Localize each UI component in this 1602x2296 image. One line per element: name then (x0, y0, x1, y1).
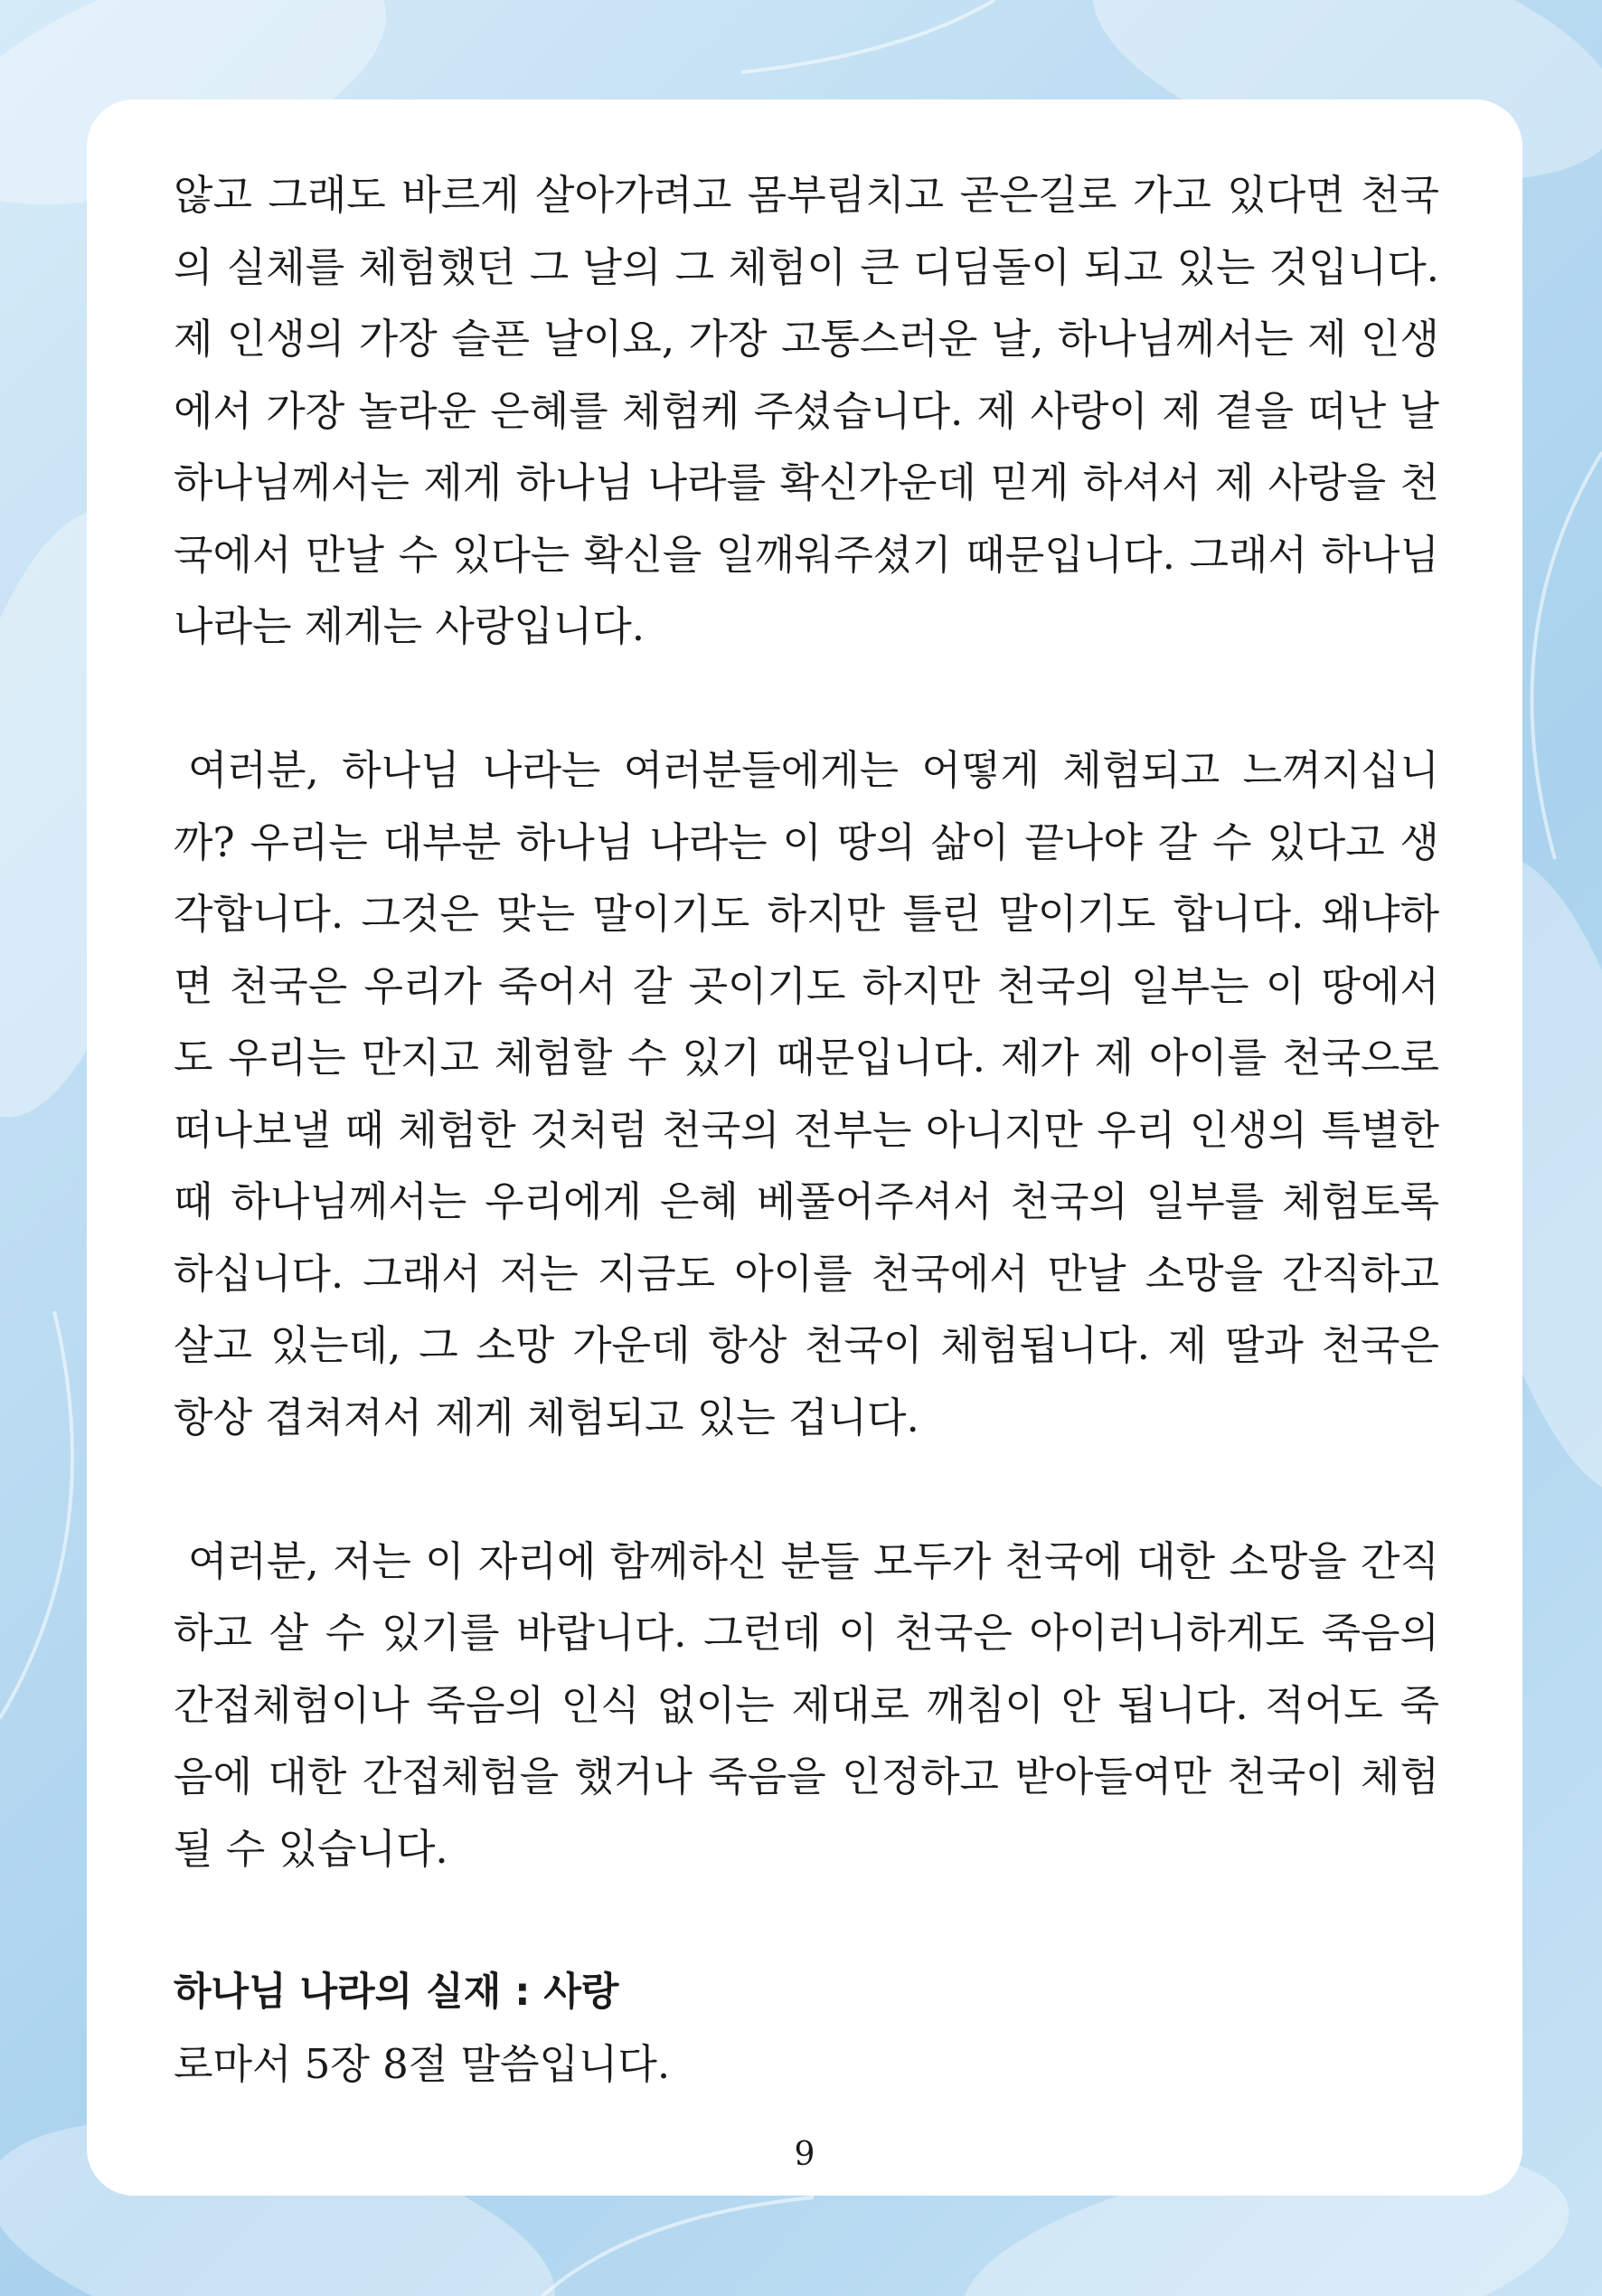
verse-reference-line: 로마서 5장 8절 말씀입니다. (174, 2040, 671, 2088)
section-heading: 하나님 나라의 실재 : 사랑 (174, 1969, 619, 2015)
page-number: 9 (794, 2136, 815, 2173)
paragraph-3: 여러분, 저는 이 자리에 함께하신 분들 모두가 천국에 대한 소망을 간직하고 살 수 있기를 바랍니다. 그런데 이 천국은 아이러니하게도 죽음의 간접체험이나 죽음의 인식 없이는 제대로 깨침이 안 됩니다. 적어도 죽음에 대한 간접체험을 했거나 죽음을 인정하고 받아들여만 천국이 체험될 수 있습니다. (174, 1536, 1439, 1873)
page-card (87, 99, 1522, 2196)
document-body (174, 159, 1439, 2101)
paragraph-1: 않고 그래도 바르게 살아가려고 몸부림치고 곧은길로 가고 있다면 천국의 실체를 체험했던 그 날의 그 체험이 큰 디딤돌이 되고 있는 것입니다. 제 인생의 가장 슬픈 날이요, 가장 고통스러운 날, 하나님께서는 제 인생에서 가장 놀라운 은혜를 체험케 주셨습니다. 제 사랑이 제 곁을 떠난 날 하나님께서는 제게 하나님 나라를 확신가운데 믿게 하셔서 제 사랑을 천국에서 만날 수 있다는 확신을 일깨워주셨기 때문입니다. 그래서 하나님 나라는 제게는 사랑입니다. (174, 171, 1439, 650)
paragraph-2: 여러분, 하나님 나라는 여러분들에게는 어떻게 체험되고 느껴지십니까? 우리는 대부분 하나님 나라는 이 땅의 삶이 끝나야 갈 수 있다고 생각합니다. 그것은 맞는 말이기도 하지만 틀린 말이기도 합니다. 왜냐하면 천국은 우리가 죽어서 갈 곳이기도 하지만 천국의 일부는 이 땅에서도 우리는 만지고 체험할 수 있기 때문입니다. 제가 제 아이를 천국으로 떠나보낼 때 체험한 것처럼 천국의 전부는 아니지만 우리 인생의 특별한 때 하나님께서는 우리에게 은혜 베풀어주셔서 천국의 일부를 체험토록 하십니다. 그래서 저는 지금도 아이를 천국에서 만날 소망을 간직하고 살고 있는데, 그 소망 가운데 항상 천국이 체험됩니다. 제 딸과 천국은 항상 겹쳐져서 제게 체험되고 있는 겁니다. (174, 746, 1439, 1441)
